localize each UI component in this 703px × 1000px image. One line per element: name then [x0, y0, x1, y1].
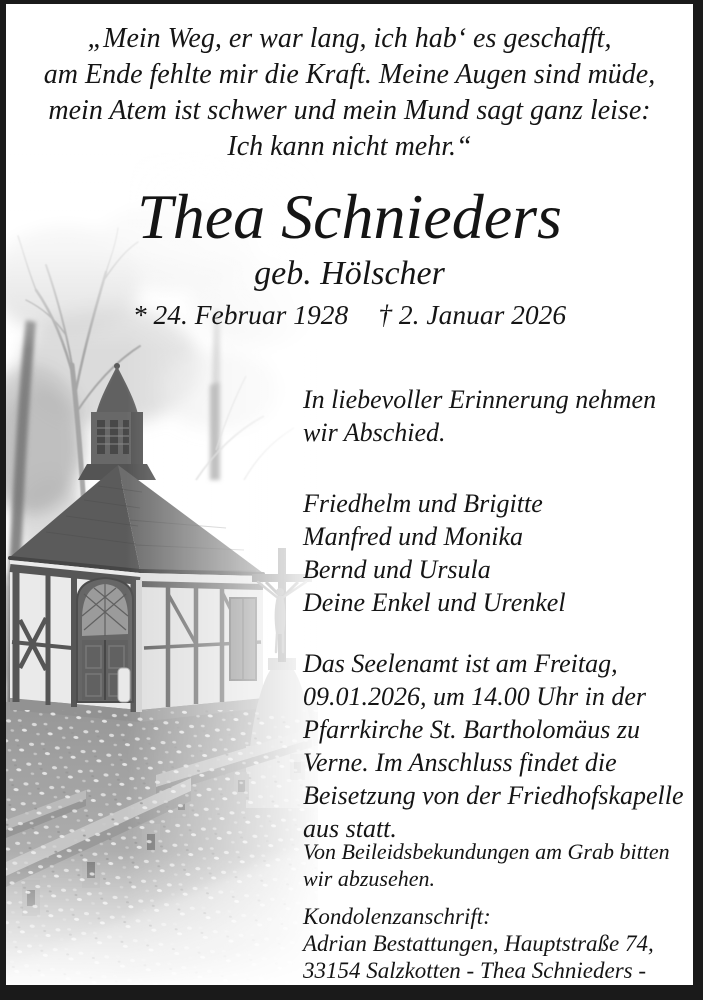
condolence-line: Kondolenzanschrift:	[303, 904, 491, 929]
condolence-note	[303, 838, 703, 892]
birth-date: * 24. Februar 1928	[132, 299, 349, 330]
condolence-line: 33154 Salzkotten - Thea Schnieders -	[303, 958, 647, 983]
mourner-line: Manfred und Monika	[303, 522, 523, 551]
deceased-name: Thea Schnieders	[137, 181, 562, 252]
intro-line: In liebevoller Erinnerung nehmen	[303, 385, 657, 414]
death-date: † 2. Januar 2026	[378, 299, 567, 330]
note-line: wir abzusehen.	[303, 866, 435, 891]
mourner-line: Deine Enkel und Urenkel	[303, 588, 566, 617]
condolence-line: Adrian Bestattungen, Hauptstraße 74,	[303, 931, 654, 956]
poem-line: „Mein Weg, er war lang, ich hab‘ es geschafft,	[87, 23, 612, 54]
mourner-line: Friedhelm und Brigitte	[303, 489, 543, 518]
service-line: Verne. Im Anschluss findet die	[303, 748, 617, 777]
service-line: 09.01.2026, um 14.00 Uhr in der	[303, 682, 647, 711]
poem-line: Ich kann nicht mehr.“	[227, 131, 472, 162]
maiden-name: geb. Hölscher	[254, 255, 445, 292]
mourners-list	[303, 487, 703, 619]
service-line: Beisetzung von der Friedhofskapelle	[303, 781, 684, 810]
poem-line: am Ende fehlte mir die Kraft. Meine Augen sind müde,	[43, 59, 656, 90]
mourner-line: Bernd und Ursula	[303, 555, 491, 584]
service-info	[303, 647, 703, 845]
intro-line: wir Abschied.	[303, 418, 446, 447]
life-dates	[6, 298, 693, 332]
poem-line: mein Atem ist schwer und mein Mund sagt ganz leise:	[48, 95, 651, 126]
poem	[6, 21, 693, 165]
farewell-intro	[303, 383, 703, 449]
condolence-address	[303, 903, 703, 984]
service-line: Pfarrkirche St. Bartholomäus zu	[303, 715, 641, 744]
service-line: aus statt.	[303, 814, 397, 843]
service-line: Das Seelenamt ist am Freitag,	[303, 649, 618, 678]
note-line: Von Beileidsbekundungen am Grab bitten	[303, 839, 670, 864]
